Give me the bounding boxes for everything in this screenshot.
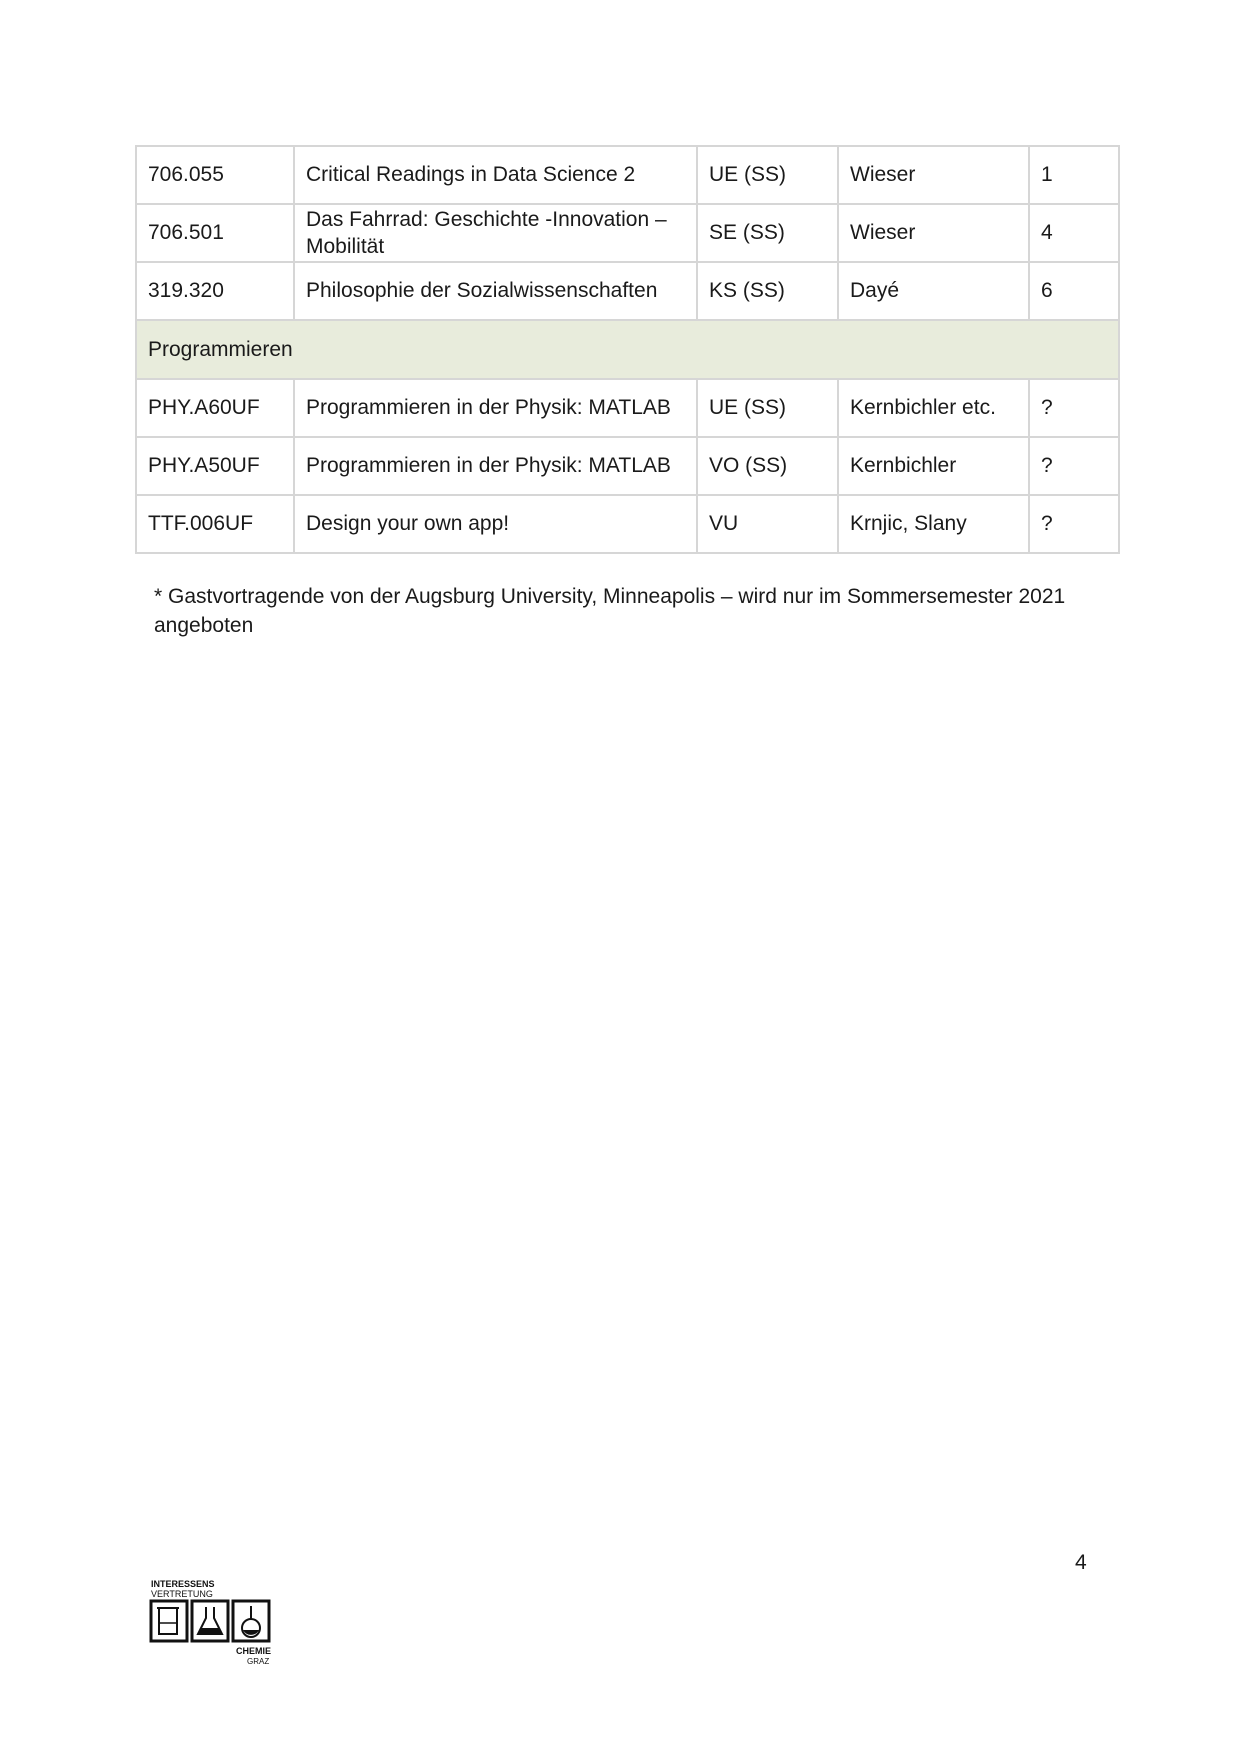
interessensvertretung-chemie-graz-logo: [149, 1578, 279, 1678]
course-title: Programmieren in der Physik: MATLAB: [294, 437, 697, 495]
course-title: Critical Readings in Data Science 2: [294, 146, 697, 204]
course-title: Programmieren in der Physik: MATLAB: [294, 379, 697, 437]
course-lecturer: Krnjic, Slany: [838, 495, 1029, 553]
table-row: [136, 437, 1119, 495]
course-type: UE (SS): [697, 146, 838, 204]
footnote: * Gastvortragende von der Augsburg University, Minneapolis – wird nur im Sommersemester 2021 angeboten: [154, 585, 1066, 637]
course-title: Design your own app!: [294, 495, 697, 553]
table-row: [136, 495, 1119, 553]
course-lecturer: Wieser: [838, 204, 1029, 262]
course-ects: ?: [1029, 379, 1119, 437]
logo-text-line1: INTERESSENS: [151, 1579, 215, 1589]
course-ects: 1: [1029, 146, 1119, 204]
logo-text-line3: CHEMIE: [236, 1646, 272, 1656]
course-code: TTF.006UF: [136, 495, 294, 553]
section-header-row: [136, 320, 1119, 379]
table-row: [136, 379, 1119, 437]
course-code: PHY.A50UF: [136, 437, 294, 495]
course-code: 706.055: [136, 146, 294, 204]
course-code: PHY.A60UF: [136, 379, 294, 437]
course-type: VU: [697, 495, 838, 553]
course-lecturer: Kernbichler: [838, 437, 1029, 495]
course-type: KS (SS): [697, 262, 838, 320]
course-ects: ?: [1029, 437, 1119, 495]
course-type: SE (SS): [697, 204, 838, 262]
table-row: [136, 262, 1119, 320]
course-table: [135, 145, 1120, 554]
course-ects: ?: [1029, 495, 1119, 553]
logo-text-line2: VERTRETUNG: [151, 1589, 213, 1599]
course-title: Philosophie der Sozialwissenschaften: [294, 262, 697, 320]
section-title: Programmieren: [136, 320, 1119, 379]
beaker-box-icon: [151, 1601, 187, 1641]
logo-text-line4: GRAZ: [247, 1657, 270, 1666]
round-flask-box-icon: [233, 1601, 269, 1641]
course-ects: 4: [1029, 204, 1119, 262]
course-code: 319.320: [136, 262, 294, 320]
course-lecturer: Wieser: [838, 146, 1029, 204]
course-type: VO (SS): [697, 437, 838, 495]
course-title: Das Fahrrad: Geschichte -Innovation – Mobilität: [294, 204, 697, 262]
table-row: [136, 146, 1119, 204]
flask-box-icon: [192, 1601, 228, 1641]
logo-graphic: [149, 1578, 279, 1678]
course-lecturer: Kernbichler etc.: [838, 379, 1029, 437]
course-lecturer: Dayé: [838, 262, 1029, 320]
course-type: UE (SS): [697, 379, 838, 437]
page-number: 4: [1075, 1551, 1087, 1574]
course-code: 706.501: [136, 204, 294, 262]
course-ects: 6: [1029, 262, 1119, 320]
table-row: [136, 204, 1119, 262]
